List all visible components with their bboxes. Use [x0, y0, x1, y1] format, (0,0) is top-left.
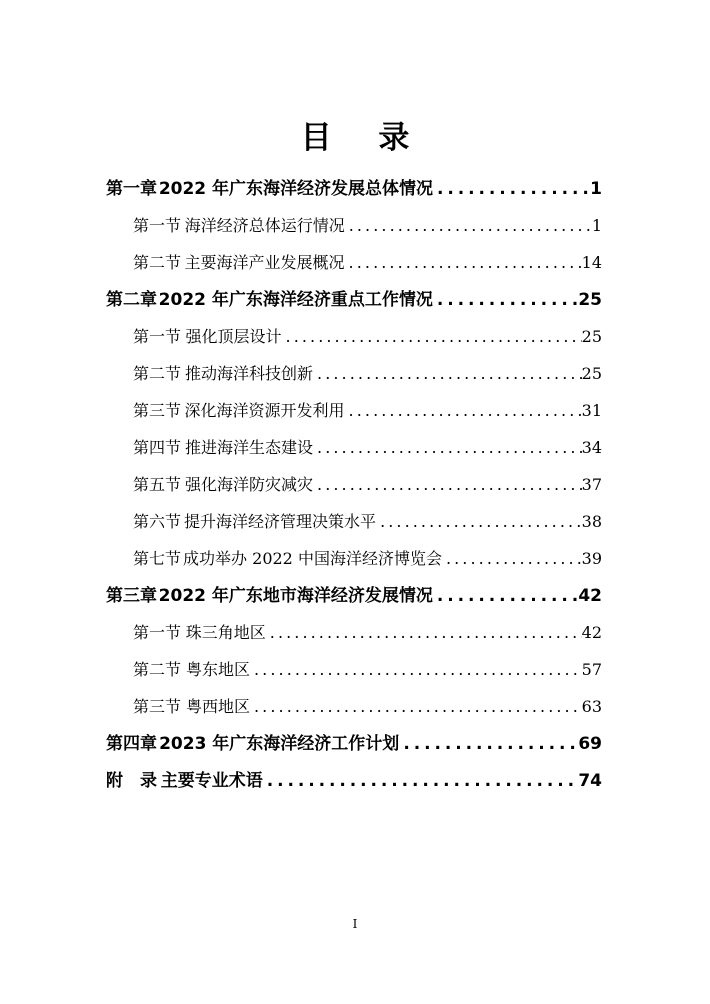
toc-leader — [345, 211, 592, 241]
toc-text: 主要专业术语 — [160, 771, 263, 791]
toc-section-2-6[interactable] — [133, 507, 602, 537]
toc-label: 第三节 — [133, 697, 182, 716]
toc-label: 第二章 — [106, 290, 157, 310]
toc-page: 25 — [581, 364, 602, 383]
page-number: I — [352, 917, 358, 931]
toc-leader — [313, 470, 582, 500]
toc-appendix[interactable] — [106, 766, 602, 796]
toc-leader — [263, 766, 579, 796]
toc-label: 第四节 — [133, 438, 182, 457]
toc-section-2-7[interactable] — [133, 544, 602, 574]
toc-section-3-1[interactable] — [133, 618, 602, 648]
toc-text: 强化顶层设计 — [185, 327, 282, 346]
toc-chapter-4[interactable] — [106, 729, 602, 759]
toc-text: 粤东地区 — [185, 660, 250, 679]
toc-text: 粤西地区 — [185, 697, 250, 716]
toc-section-3-2[interactable] — [133, 655, 602, 685]
toc-chapter-3[interactable] — [106, 581, 602, 611]
toc-leader — [376, 507, 582, 537]
toc-label: 附 录 — [106, 771, 157, 791]
toc-page: 25 — [578, 290, 602, 310]
toc-label: 第三章 — [106, 586, 157, 606]
toc-page: 34 — [581, 438, 602, 457]
toc-text: 2022 年广东地市海洋经济发展情况 — [158, 586, 433, 606]
toc-text: 推动海洋科技创新 — [185, 364, 314, 383]
toc-page: 1 — [591, 216, 602, 235]
toc-text: 提升海洋经济管理决策水平 — [184, 512, 377, 531]
toc-leader — [433, 581, 578, 611]
toc-leader — [266, 618, 582, 648]
toc-text: 深化海洋资源开发利用 — [184, 401, 345, 420]
toc-label: 第七节 — [133, 549, 182, 568]
toc-leader — [313, 433, 582, 463]
toc-leader — [399, 729, 578, 759]
toc-page: 74 — [578, 771, 602, 791]
toc-leader — [345, 248, 582, 278]
toc-label: 第一章 — [106, 179, 157, 199]
toc-label: 第二节 — [133, 364, 182, 383]
toc-label: 第二节 — [133, 660, 182, 679]
toc-label: 第一节 — [133, 327, 182, 346]
toc-text: 2023 年广东海洋经济工作计划 — [159, 734, 400, 754]
toc-leader — [250, 655, 582, 685]
toc-text: 海洋经济总体运行情况 — [184, 216, 345, 235]
toc-page: 31 — [581, 401, 602, 420]
toc-text: 主要海洋产业发展概况 — [184, 253, 345, 272]
toc-section-1-2[interactable] — [133, 248, 602, 278]
toc-page: 1 — [590, 179, 602, 199]
toc-text: 2022 年广东海洋经济发展总体情况 — [158, 179, 434, 199]
toc-label: 第一节 — [133, 623, 182, 642]
toc-page: 42 — [578, 586, 602, 606]
toc-label: 第四章 — [106, 734, 157, 754]
toc-page: 42 — [581, 623, 602, 642]
toc-section-2-3[interactable] — [133, 396, 602, 426]
toc-section-1-1[interactable] — [133, 211, 602, 241]
toc-leader — [282, 322, 582, 352]
toc-section-2-2[interactable] — [133, 359, 602, 389]
toc-leader — [250, 692, 582, 722]
toc-leader — [433, 285, 578, 315]
toc-text: 强化海洋防灾减灾 — [185, 475, 314, 494]
toc-leader — [433, 174, 590, 204]
toc-page: 69 — [578, 734, 602, 754]
toc-page: 25 — [581, 327, 602, 346]
toc-section-2-1[interactable] — [133, 322, 602, 352]
toc-page: 38 — [581, 512, 602, 531]
toc-label: 第五节 — [133, 475, 182, 494]
toc-section-3-3[interactable] — [133, 692, 602, 722]
toc-section-2-4[interactable] — [133, 433, 602, 463]
toc-page: 63 — [581, 697, 602, 716]
toc-page: 57 — [581, 660, 602, 679]
toc-section-2-5[interactable] — [133, 470, 602, 500]
toc-text: 珠三角地区 — [185, 623, 266, 642]
toc-page: 37 — [581, 475, 602, 494]
toc-text: 2022 年广东海洋经济重点工作情况 — [158, 290, 433, 310]
page-title: 目 录 — [300, 120, 428, 156]
toc-leader — [313, 359, 582, 389]
toc-label: 第一节 — [133, 216, 182, 235]
toc-text: 成功举办 2022 中国海洋经济博览会 — [183, 549, 442, 568]
toc-label: 第二节 — [133, 253, 182, 272]
toc-chapter-2[interactable] — [106, 285, 602, 315]
toc-leader — [442, 544, 582, 574]
toc-page: 39 — [581, 549, 602, 568]
toc-label: 第六节 — [133, 512, 182, 531]
toc-label: 第三节 — [133, 401, 182, 420]
toc-text: 推进海洋生态建设 — [185, 438, 314, 457]
toc-chapter-1[interactable] — [106, 174, 602, 204]
toc-page: 14 — [581, 253, 602, 272]
toc-leader — [345, 396, 582, 426]
